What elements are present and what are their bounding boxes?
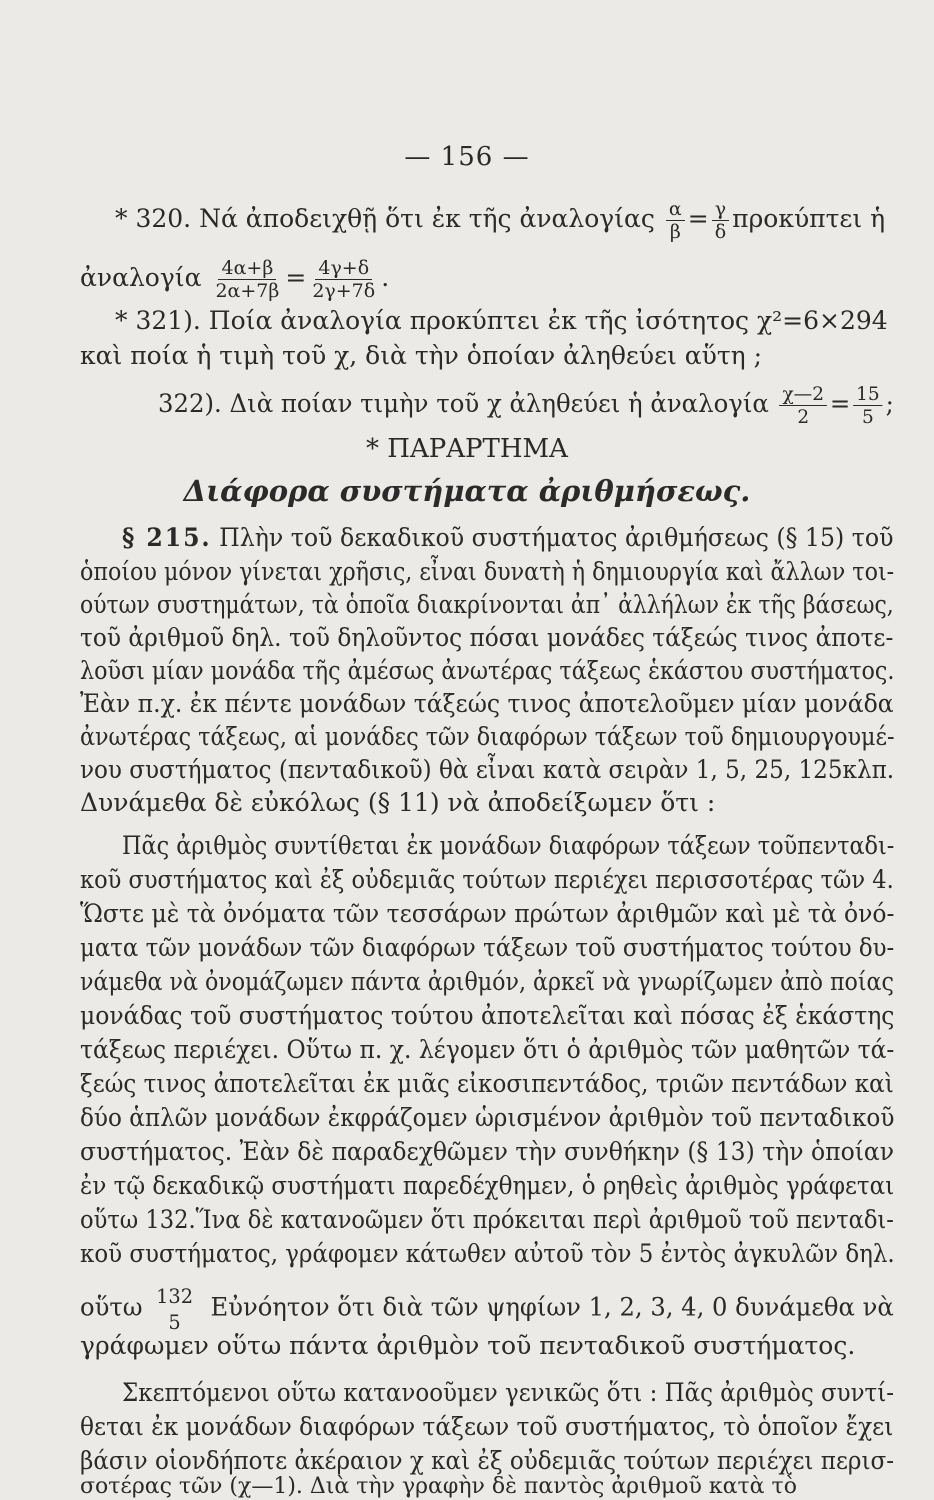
paragraph-line: ξεώς τινος ἀποτελεῖται ἐκ μιᾶς εἰκοσιπεντάδος, τριῶν πεντάδων καὶ	[80, 1069, 894, 1098]
paragraph-line: δύο ἁπλῶν μονάδων ἐκφράζομεν ὡρισμένον ἀριθμὸν τοῦ πενταδικοῦ	[80, 1103, 895, 1132]
section-line: Ἐὰν π.χ. ἐκ πέντε μονάδων τάξεώς τινος ἀποτελοῦμεν μίαν μονάδα	[80, 689, 894, 718]
paragraph-line: βάσιν οἱονδήποτε ἀκέραιον χ καὶ ἐξ οὐδεμιᾶς τούτων περιέχει περισ-	[80, 1446, 895, 1475]
exercise-322-end: ;	[885, 389, 894, 418]
section-215-first-line	[122, 522, 893, 554]
exercise-320-line2: ἀναλογία $\frac{4\alpha+\beta}{2\alpha+7\beta}$ = $\frac{4\gamma+\delta}{2\gamma+7\delta}$ .	[80, 257, 390, 302]
exercise-320-number: * 320.	[115, 204, 192, 233]
paragraph-line: Σκεπτόμενοι οὕτω κατανοοῦμεν γενικῶς ὅτι : Πᾶς ἀριθμὸς συντί-	[122, 1378, 894, 1407]
paragraph-line: οὕτω 132.Ἵνα δὲ κατανοῶμεν ὅτι πρόκειται περὶ ἀριθμοῦ τοῦ πενταδι-	[80, 1205, 894, 1234]
section-line: Δυνάμεθα δὲ εὐκόλως (§ 11) νὰ ἀποδείξωμεν ὅτι :	[80, 788, 716, 817]
paragraph-line: κοῦ συστήματος καὶ ἐξ οὐδεμιᾶς τούτων περιέχει περισσοτέρας τῶν 4.	[80, 865, 894, 894]
appendix-title: * ΠΑΡΑΡΤΗΜΑ	[366, 434, 568, 464]
exercise-321-line1: * 321). Ποία ἀναλογία προκύπτει ἐκ τῆς ἰσότητος χ²=6×294	[115, 306, 888, 335]
formula-word: οὕτω	[80, 1292, 143, 1322]
appendix-subtitle: Διάφορα συστήματα ἀριθμήσεως.	[183, 474, 751, 508]
exercise-322-text: 322). Διὰ ποίαν τιμὴν τοῦ χ ἀληθεύει ἡ ἀναλογία	[158, 389, 769, 418]
section-line: λοῦσι μίαν μονάδα τῆς ἀμέσως ἀνωτέρας τάξεως ἑκάστου συστήματος.	[80, 656, 895, 685]
fraction-c-d: $\frac{\gamma}{\delta}$	[712, 198, 729, 243]
paragraph-line: νάμεθα νὰ ὀνομάζωμεν πάντα ἀριθμόν, ἀρκεῖ νὰ γνωρίζωμεν ἀπὸ ποίας	[80, 967, 894, 996]
exercise-320-text2: προκύπτει ἡ	[732, 204, 886, 233]
exercise-320-text: Νά ἀποδειχθῇ ὅτι ἐκ τῆς ἀναλογίας	[199, 204, 655, 233]
section-line: ὁποίου μόνον γίνεται χρῆσις, εἶναι δυνατὴ ἡ δημιουργία καὶ ἄλλων τοι-	[80, 557, 895, 586]
fraction-15-5: $\frac{15}{5}$	[853, 383, 882, 428]
section-number: § 215.	[122, 523, 212, 552]
notation-number: 132	[156, 1284, 194, 1308]
paragraph-line: μονάδας τοῦ συστήματος τούτου ἀποτελεῖται καὶ πόσας ἐξ ἑκάστης	[80, 1001, 895, 1030]
fraction-left: $\frac{4\alpha+\beta}{2\alpha+7\beta}$	[215, 257, 280, 302]
paragraph-line: θεται ἐκ μονάδων διαφόρων τάξεων τοῦ συστήματος, τὸ ὁποῖον ἔχει	[80, 1412, 894, 1441]
base-5-notation	[156, 1283, 193, 1335]
exercise-322-line: 322). Διὰ ποίαν τιμὴν τοῦ χ ἀληθεύει ἡ ἀναλογία $\frac{\chi—2}{2}$ = $\frac{15}{5}$ ;	[158, 383, 894, 428]
exercise-321-line2: καὶ ποία ἡ τιμὴ τοῦ χ, διὰ τὴν ὁποίαν ἀληθεύει αὕτη ;	[80, 341, 763, 370]
section-line: ούτων συστημάτων, τὰ ὁποῖα διακρίνονται ἀπ᾽ ἀλλήλων ἐκ τῆς βάσεως,	[80, 590, 894, 619]
page-number: — 156 —	[404, 142, 530, 172]
fraction-a-b: $\frac{\alpha}{\beta}$	[666, 198, 685, 243]
fraction-right: $\frac{4\gamma+\delta}{2\gamma+7\delta}$	[312, 257, 376, 302]
section-line: τοῦ ἀριθμοῦ δηλ. τοῦ δηλοῦντος πόσαι μονάδες τάξεώς τινος ἀποτε-	[80, 623, 894, 652]
paragraph-line: σοτέρας τῶν (χ—1). Διὰ τὴν γραφὴν δὲ παντὸς ἀριθμοῦ κατὰ τὸ	[80, 1474, 797, 1499]
paragraph-line: Πᾶς ἀριθμὸς συντίθεται ἐκ μονάδων διαφόρων τάξεων τοῦπενταδι-	[122, 831, 895, 860]
section-line: ἀνωτέρας τάξεως, αἱ μονάδες τῶν διαφόρων τάξεων τοῦ δημιουργουμέ-	[80, 722, 895, 751]
paragraph-line: τάξεως περιέχει. Οὕτω π. χ. λέγομεν ὅτι ὁ ἀριθμὸς τῶν μαθητῶν τά-	[80, 1035, 895, 1064]
fraction-x-2: $\frac{\chi—2}{2}$	[780, 383, 827, 428]
exercise-320-line1: * 320. Νά ἀποδειχθῇ ὅτι ἐκ τῆς ἀναλογίας $\frac{\alpha}{\beta}$ = $\frac{\gamma}{\delta}$ προκύπτει ἡ	[115, 198, 886, 243]
notation-base: 5	[168, 1310, 181, 1334]
paragraph-line: Ὥστε μὲ τὰ ὀνόματα τῶν τεσσάρων πρώτων ἀριθμῶν καὶ μὲ τὰ ὀνό-	[80, 899, 895, 928]
paragraph-line: ματα τῶν μονάδων τῶν διαφόρων τάξεων τοῦ συστήματος τούτου δυ-	[80, 933, 895, 962]
section-first-text: Πλὴν τοῦ δεκαδικοῦ συστήματος ἀριθμήσεως (§ 15) τοῦ	[219, 523, 894, 552]
paragraph-line: κοῦ συστήματος, γράφομεν κάτωθεν αὐτοῦ τὸν 5 ἐντὸς ἀγκυλῶν δηλ.	[80, 1239, 895, 1268]
section-line: νου συστήματος (πενταδικοῦ) θὰ εἶναι κατὰ σειρὰν 1, 5, 25, 125κλπ.	[80, 755, 895, 784]
formula-text: Εὐνόητον ὅτι διὰ τῶν ψηφίων 1, 2, 3, 4, 0 δυνάμεθα νὰ	[210, 1292, 894, 1322]
exercise-320-word: ἀναλογία	[80, 263, 202, 292]
formula-line	[80, 1283, 894, 1335]
paragraph-line: ἐν τῷ δεκαδικῷ συστήματι παρεδέχθημεν, ὁ ρηθεὶς ἀριθμὸς γράφεται	[80, 1171, 895, 1200]
paragraph-line: συστήματος. Ἐὰν δὲ παραδεχθῶμεν τὴν συνθήκην (§ 13) τὴν ὁποίαν	[80, 1137, 895, 1166]
formula-continuation: γράφωμεν οὕτω πάντα ἀριθμὸν τοῦ πενταδικοῦ συστήματος.	[80, 1331, 856, 1360]
